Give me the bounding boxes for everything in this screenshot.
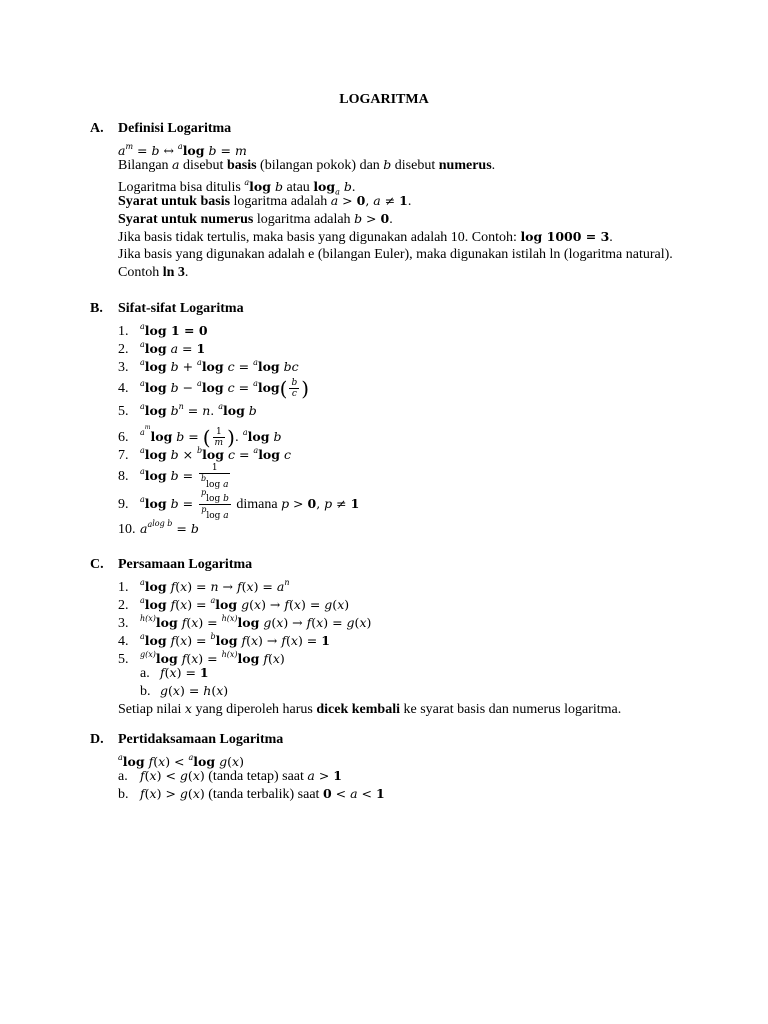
list-item: 4. $^a$log b − $^a$log c = $^a$log( $\frac{b}{c}$ )	[118, 376, 310, 401]
section-heading: C. Persamaan Logaritma	[90, 557, 253, 572]
list-item: a. f(x) < g(x) (tanda tetap) saat a > 1	[118, 768, 342, 784]
section-pertidaksamaan	[90, 731, 690, 803]
definition-line: Bilangan a disebut basis (bilangan pokok) dan b disebut numerus.	[118, 157, 496, 173]
section-persamaan	[90, 556, 690, 718]
list-item: 3. $^{h(x)}$log f(x) = $^{h(x)}$log g(x) → f(x) = g(x)	[118, 614, 372, 631]
section-heading: B. Sifat-sifat Logaritma	[90, 301, 244, 316]
definition-line: Syarat untuk basis logaritma adalah a > 0, a ≠ 1.	[118, 193, 412, 209]
list-item: 5. $^a$log $b^n = n$. $^a$log b	[118, 402, 257, 419]
list-item: b. f(x) > g(x) (tanda terbalik) saat 0 < a < 1	[118, 786, 385, 802]
list-item: 8. $^a$log b = $\frac{1}{^b\log a}$	[118, 463, 229, 490]
list-item: 2. $^a$log a = 1	[118, 340, 206, 357]
definition-line: Jika basis yang digunakan adalah e (bilangan Euler), maka digunakan istilah ln (logaritma natural).	[118, 247, 673, 262]
definition-line: Syarat untuk numerus logaritma adalah b > 0.	[118, 211, 393, 227]
list-item: 5. $^{g(x)}$log f(x) = $^{h(x)}$log f(x)	[118, 650, 285, 667]
list-item: 6. $^{a^m}$log b = ( $\frac{1}{m}$ ). $^a$log b	[118, 424, 282, 450]
list-item: 1. $^a$log 1 = 0	[118, 322, 208, 339]
list-item: a. f(x) = 1	[140, 665, 209, 681]
document-title: LOGARITMA	[339, 92, 429, 107]
note-line: Setiap nilai x yang diperoleh harus dicek kembali ke syarat basis dan numerus logaritma.	[118, 701, 622, 717]
section-definisi	[90, 120, 690, 282]
list-item: b. g(x) = h(x)	[140, 683, 229, 699]
definition-line: Jika basis tidak tertulis, maka basis yang digunakan adalah 10. Contoh: log 1000 = 3.	[118, 229, 613, 245]
list-item: 7. $^a$log b × $^b$log c = $^a$log c	[118, 446, 292, 463]
list-item: 9. $^a$log b = $\frac{^p\log b}{^p\log a}$ dimana p > 0, p ≠ 1	[118, 488, 360, 521]
list-item: 10. $a^{alog b} = b$	[118, 519, 199, 537]
definition-formula: $a^m = b$ ↔ $^a$log b = m	[118, 142, 247, 158]
definition-line: Contoh ln 3.	[118, 265, 189, 280]
list-item: 1. $^a$log $f(x) = n \to f(x) = a^n$	[118, 578, 290, 595]
inequality-formula: $^a$log f(x) < $^a$log g(x)	[118, 753, 244, 769]
section-heading: A. Definisi Logaritma	[90, 121, 232, 136]
definition-line: Logaritma bisa ditulis $^a$log b atau $\log_a b$.	[118, 178, 356, 197]
section-heading: D. Pertidaksamaan Logaritma	[90, 732, 284, 747]
section-sifat	[90, 300, 690, 536]
list-item: 4. $^a$log f(x) = $^b$log f(x) → f(x) = 1	[118, 632, 330, 649]
list-item: 3. $^a$log b + $^a$log c = $^a$log bc	[118, 358, 299, 375]
list-item: 2. $^a$log f(x) = $^a$log g(x) → f(x) = g(x)	[118, 596, 350, 613]
